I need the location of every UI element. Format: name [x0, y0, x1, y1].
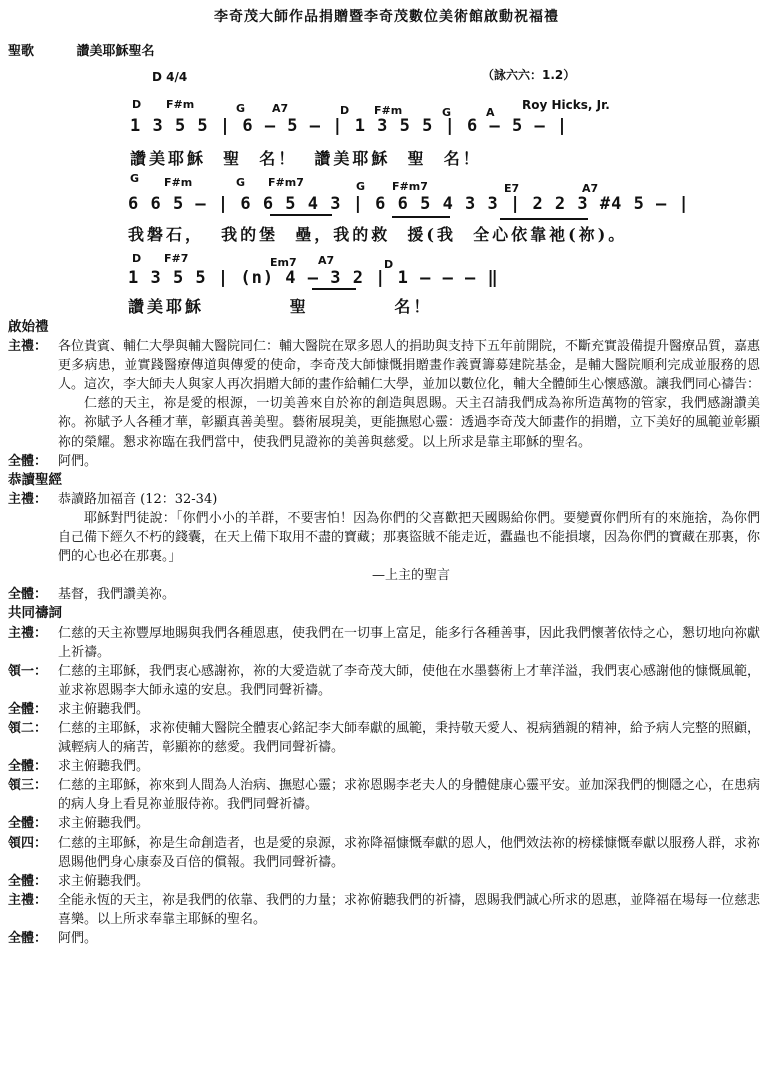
opening-host: [8, 337, 760, 394]
section-heading-scripture: 恭讀聖經: [8, 471, 62, 488]
prayer-response-text: 求主俯聽我們。: [58, 759, 150, 775]
prayer-response-text: 求主俯聽我們。: [58, 701, 150, 717]
prayer-response: [8, 757, 760, 776]
prayer-lead-2: [8, 719, 760, 757]
prayer-response: [8, 814, 760, 833]
speaker-label: 領一：: [8, 663, 48, 679]
prayer-host-1-text: 仁慈的天主祢豐厚地賜與我們各種恩惠，使我們在一切事上富足，能多行各種善事，因此我們懷著依恃之心，懇切地向祢獻上祈禱。: [58, 625, 761, 660]
opening-prayer: 仁慈的天主，祢是愛的根源，一切美善來自於祢的創造與恩賜。天主召請我們成為祢所造萬物的管家，我們感謝讚美祢。祢賦予人各種才華，彰顯真善美聖。藝術展現美，更能撫慰心靈：透過李奇茂大師畫作的捐贈，立下美好的風範並彰顯祢的榮耀。懇求祢臨在我們當中，使我們見證祢的美善與慈愛。以上所求是靠主耶穌的聖名。: [58, 396, 761, 450]
chord: D: [132, 252, 142, 265]
hymn-name: 讚美耶穌聖名: [76, 44, 155, 59]
speaker-label: 全體：: [8, 759, 48, 775]
notes-row-2: 6 6 5 — | 6 6 5 4 3 | 6 6 5 4 3 3 | 2 2 3 #4 5 — |: [128, 194, 690, 214]
beat-underline: [312, 288, 356, 290]
chord: G: [236, 176, 246, 189]
scripture-all-text: 基督，我們讚美祢。: [58, 587, 176, 603]
chord: D: [340, 104, 350, 117]
chord: F#m: [374, 104, 403, 117]
speaker-label: 全體：: [8, 587, 48, 603]
notes-row-3: 1 3 5 5 | (n) 4 — 3 2 | 1 — — — ‖: [128, 268, 499, 288]
chord: F#m7: [392, 180, 428, 193]
chord: A7: [318, 254, 335, 267]
chord: F#m: [164, 176, 193, 189]
opening-all: [8, 452, 760, 471]
opening-host-text: 各位貴賓、輔仁大學與輔大醫院同仁：輔大醫院在眾多恩人的捐助與支持下五年前開院，不斷充實設備提升醫療品質，嘉惠更多病患，並實踐醫療傳道與傳愛的使命，李奇茂大師慷慨捐贈畫作義賣籌募建院基金，是輔大醫院順利完成並服務的恩人。這次，李大師夫人與家人再次捐贈大師的畫作給輔仁大學，並加以數位化，輔大全體師生心懷感激。讓我們同心禱告：: [58, 339, 761, 393]
speaker-label: 全體：: [8, 701, 48, 717]
speaker-label: 全體：: [8, 931, 48, 946]
page-title: 李奇茂大師作品捐贈暨李奇茂數位美術館啟動祝福禮: [214, 9, 559, 25]
music-score: [0, 0, 773, 330]
chord: A7: [272, 102, 289, 115]
chord: F#7: [164, 252, 189, 265]
prayer-lead-1-text: 仁慈的主耶穌，我們衷心感謝祢，祢的大愛造就了李奇茂大師，使他在水墨藝術上才華洋溢，我們衷心感謝他的慷慨風範，並求祢恩賜李大師永遠的安息。我們同聲祈禱。: [58, 663, 761, 698]
chord: F#m: [166, 98, 195, 111]
prayer-host-2-text: 全能永恆的天主，祢是我們的依靠、我們的力量；求祢俯聽我們的祈禱，恩賜我們誠心所求的恩惠，並降福在場每一位慈悲喜樂。以上所求奉靠主耶穌的聖名。: [58, 892, 761, 927]
prayer-host-2: [8, 891, 760, 929]
hymn-label: 聖歌: [8, 44, 35, 59]
scripture-all: [8, 585, 760, 604]
lyrics-row-2: 我磐石， 我的堡 壘，我的救 援(我 全心依靠祂(祢)。: [128, 225, 628, 244]
composer: Roy Hicks, Jr.: [522, 98, 610, 112]
prayer-lead-4-text: 仁慈的主耶穌，祢是生命創造者，也是愛的泉源，求祢降福慷慨奉獻的恩人，他們效法祢的榜樣慷慨奉獻以服務人群，求祢恩賜他們身心康泰及百倍的償報。我們同聲祈禱。: [58, 835, 761, 870]
prayer-host-1: [8, 624, 760, 662]
chord: F#m7: [268, 176, 304, 189]
liturgy-text: [8, 318, 760, 948]
chord: G: [356, 180, 366, 193]
prayer-response: [8, 700, 760, 719]
chord: Em7: [270, 256, 297, 269]
prayer-lead-1: [8, 662, 760, 700]
section-heading-opening: 啟始禮: [8, 319, 49, 335]
notes-row-1: 1 3 5 5 | 6 — 5 — | 1 3 5 5 | 6 — 5 — |: [130, 116, 569, 136]
chord: G: [236, 102, 246, 115]
scripture-attribution: —上主的聖言: [371, 568, 450, 584]
chord: D: [132, 98, 142, 111]
lyrics-row-1: 讚美耶穌 聖 名！ 讚美耶穌 聖 名！: [130, 149, 482, 168]
prayer-response-text: 求主俯聽我們。: [58, 816, 150, 832]
beat-underline: [500, 218, 588, 220]
prayer-response: [8, 872, 760, 891]
scripture-passage: 耶穌對門徒說：「你們小小的羊群，不要害怕！因為你們的父喜歡把天國賜給你們。要變賣你們所有的來施捨，為你們自己備下經久不朽的錢囊，在天上備下取用不盡的寶藏；那裏盜賊不能走近，蠹蟲也不能損壞，因為你們的寶藏在那裏，你們的心也必在那裏。」: [58, 510, 761, 565]
prayer-lead-3-text: 仁慈的主耶穌，祢來到人間為人治病、撫慰心靈；求祢恩賜李老夫人的身體健康心靈平安。並加深我們的惻隱之心，在患病的病人身上看見祢並服侍祢。我們同聲祈禱。: [58, 778, 761, 813]
speaker-label: 領三：: [8, 778, 48, 794]
prayer-final-all: [8, 929, 760, 948]
speaker-label: 全體：: [8, 816, 48, 832]
prayer-lead-4: [8, 834, 760, 872]
speaker-label: 領二：: [8, 720, 48, 736]
chord: D: [384, 258, 394, 271]
prayer-response-text: 求主俯聽我們。: [58, 873, 150, 889]
speaker-label: 主禮：: [8, 339, 48, 355]
speaker-label: 領四：: [8, 835, 48, 851]
beat-underline: [392, 216, 450, 218]
hymn-source: （詠六六：1.2）: [482, 68, 576, 82]
speaker-label: 全體：: [8, 453, 48, 469]
speaker-label: 主禮：: [8, 625, 48, 641]
chord: G: [130, 172, 140, 185]
scripture-host: [8, 490, 760, 509]
chord: A7: [582, 182, 599, 195]
prayer-lead-3: [8, 776, 760, 814]
key-signature: D 4/4: [152, 70, 188, 84]
speaker-label: 主禮：: [8, 892, 48, 908]
chord: A: [486, 106, 495, 119]
lyrics-row-3: 讚美耶穌 聖 名！: [128, 297, 433, 316]
speaker-label: 主禮：: [8, 491, 48, 507]
section-heading-prayers: 共同禱詞: [8, 605, 62, 622]
prayer-lead-2-text: 仁慈的主耶穌，求祢使輔大醫院全體衷心銘記李大師奉獻的風範，秉持敬天愛人、視病猶親的精神，給予病人完整的照顧，減輕病人的痛苦，彰顯祢的慈愛。我們同聲祈禱。: [58, 720, 761, 756]
speaker-label: 全體：: [8, 873, 48, 889]
opening-all-text: 阿們。: [58, 453, 98, 469]
scripture-reference: 恭讀路加福音 (12：32-34): [58, 491, 218, 507]
chord: E7: [504, 182, 520, 195]
prayer-final-all-text: 阿們。: [58, 931, 98, 946]
beat-underline: [270, 214, 332, 216]
chord: G: [442, 106, 452, 119]
